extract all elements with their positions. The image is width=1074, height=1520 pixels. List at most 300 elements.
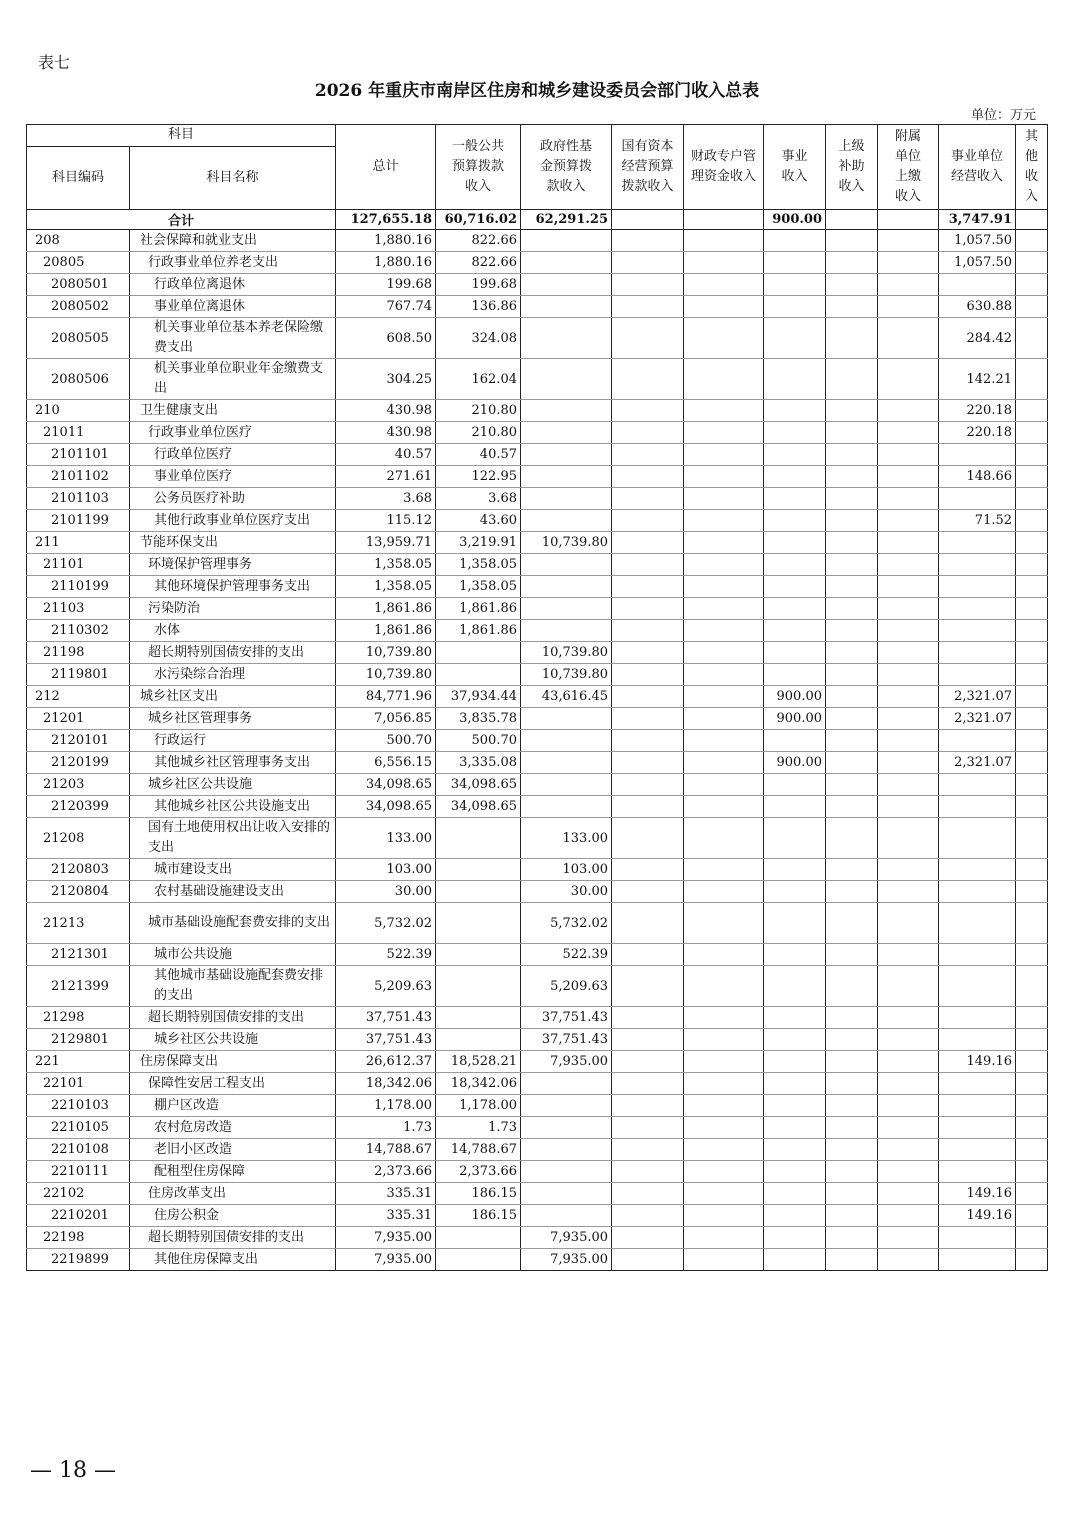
subject-name: 行政运行 <box>130 730 336 752</box>
subject-code: 21298 <box>27 1007 130 1029</box>
cell-affiliated <box>878 796 939 818</box>
table-row <box>27 1139 1048 1161</box>
cell-special-mgmt <box>684 1161 764 1183</box>
table-row <box>27 664 1048 686</box>
cell-other <box>1016 576 1048 598</box>
cell-general: 122.95 <box>436 466 521 488</box>
header-affiliated: 附属单位上缴收入 <box>878 125 939 210</box>
cell-general <box>436 1029 521 1051</box>
cell-general: 1,178.00 <box>436 1095 521 1117</box>
cell-superior <box>826 1117 878 1139</box>
cell-business <box>764 859 826 881</box>
table-body <box>27 210 1048 1271</box>
cell-affiliated <box>878 359 939 400</box>
cell-gov-fund <box>521 296 612 318</box>
cell-gov-fund <box>521 274 612 296</box>
cell-operating <box>939 1029 1016 1051</box>
cell-affiliated <box>878 1183 939 1205</box>
cell-general: 822.66 <box>436 252 521 274</box>
cell-affiliated <box>878 1051 939 1073</box>
cell-affiliated <box>878 554 939 576</box>
cell-business <box>764 642 826 664</box>
cell-business <box>764 444 826 466</box>
subject-name: 配租型住房保障 <box>130 1161 336 1183</box>
cell-state-capital <box>612 466 684 488</box>
cell-total: 767.74 <box>336 296 436 318</box>
subject-name: 城乡社区管理事务 <box>130 708 336 730</box>
cell-total: 335.31 <box>336 1183 436 1205</box>
cell-general: 34,098.65 <box>436 774 521 796</box>
cell-other <box>1016 1183 1048 1205</box>
cell-operating: 142.21 <box>939 359 1016 400</box>
cell-affiliated <box>878 1249 939 1271</box>
cell-affiliated <box>878 642 939 664</box>
subject-name: 保障性安居工程支出 <box>130 1073 336 1095</box>
subject-code: 2080505 <box>27 318 130 359</box>
subject-code: 22101 <box>27 1073 130 1095</box>
cell-gov-fund <box>521 1161 612 1183</box>
cell-gov-fund: 37,751.43 <box>521 1007 612 1029</box>
cell-special-mgmt <box>684 1073 764 1095</box>
cell-affiliated <box>878 1095 939 1117</box>
cell-superior <box>826 686 878 708</box>
cell-gov-fund <box>521 1117 612 1139</box>
subject-code: 2101103 <box>27 488 130 510</box>
cell-total: 3.68 <box>336 488 436 510</box>
cell-state-capital <box>612 1139 684 1161</box>
cell-superior <box>826 1183 878 1205</box>
cell-state-capital <box>612 359 684 400</box>
table-row <box>27 818 1048 859</box>
table-row <box>27 1183 1048 1205</box>
subject-code: 2080501 <box>27 274 130 296</box>
cell-gov-fund <box>521 230 612 252</box>
cell-special-mgmt <box>684 532 764 554</box>
subject-name: 住房公积金 <box>130 1205 336 1227</box>
cell-gov-fund: 133.00 <box>521 818 612 859</box>
cell-general: 210.80 <box>436 400 521 422</box>
cell-superior <box>826 966 878 1007</box>
cell-general: 500.70 <box>436 730 521 752</box>
cell-business <box>764 318 826 359</box>
cell-state-capital <box>612 422 684 444</box>
table-row <box>27 1073 1048 1095</box>
cell-special-mgmt <box>684 1249 764 1271</box>
subject-code: 2210108 <box>27 1139 130 1161</box>
cell-superior <box>826 444 878 466</box>
subject-name: 机关事业单位职业年金缴费支出 <box>130 359 336 400</box>
page-number: — 18 — <box>30 1458 116 1483</box>
cell-operating: 630.88 <box>939 296 1016 318</box>
cell-superior <box>826 318 878 359</box>
cell-superior <box>826 818 878 859</box>
table-row <box>27 1007 1048 1029</box>
total-row <box>27 210 1048 230</box>
cell-affiliated <box>878 444 939 466</box>
cell-total: 13,959.71 <box>336 532 436 554</box>
table-row <box>27 686 1048 708</box>
cell-special-mgmt <box>684 318 764 359</box>
cell-operating: 148.66 <box>939 466 1016 488</box>
cell-affiliated <box>878 708 939 730</box>
cell-total: 430.98 <box>336 422 436 444</box>
cell-general <box>436 859 521 881</box>
cell-special-mgmt <box>684 818 764 859</box>
cell-gov-fund <box>521 796 612 818</box>
cell-gov-fund <box>521 252 612 274</box>
table-row <box>27 444 1048 466</box>
cell-other <box>1016 1117 1048 1139</box>
cell-general: 37,934.44 <box>436 686 521 708</box>
cell-gov-fund <box>521 620 612 642</box>
subject-code: 2110302 <box>27 620 130 642</box>
cell-operating: 2,321.07 <box>939 708 1016 730</box>
cell-state-capital <box>612 1051 684 1073</box>
cell-general: 162.04 <box>436 359 521 400</box>
subject-name: 公务员医疗补助 <box>130 488 336 510</box>
header-subject: 科目 <box>27 125 336 147</box>
table-row <box>27 466 1048 488</box>
table-row <box>27 1205 1048 1227</box>
cell-state-capital <box>612 1007 684 1029</box>
cell-total: 6,556.15 <box>336 752 436 774</box>
cell-total: 430.98 <box>336 400 436 422</box>
cell-special-mgmt <box>684 1183 764 1205</box>
total-general: 60,716.02 <box>436 210 521 230</box>
cell-general <box>436 944 521 966</box>
total-superior <box>826 210 878 230</box>
subject-name: 城市公共设施 <box>130 944 336 966</box>
cell-general <box>436 664 521 686</box>
cell-state-capital <box>612 708 684 730</box>
cell-general <box>436 642 521 664</box>
cell-gov-fund <box>521 510 612 532</box>
cell-other <box>1016 444 1048 466</box>
cell-business <box>764 730 826 752</box>
cell-business <box>764 1227 826 1249</box>
cell-special-mgmt <box>684 620 764 642</box>
cell-affiliated <box>878 400 939 422</box>
cell-superior <box>826 422 878 444</box>
cell-total: 522.39 <box>336 944 436 966</box>
cell-other <box>1016 1249 1048 1271</box>
cell-total: 1,880.16 <box>336 230 436 252</box>
table-row <box>27 1095 1048 1117</box>
cell-state-capital <box>612 881 684 903</box>
cell-other <box>1016 598 1048 620</box>
cell-special-mgmt <box>684 598 764 620</box>
cell-state-capital <box>612 598 684 620</box>
cell-business <box>764 359 826 400</box>
table-row <box>27 642 1048 664</box>
cell-affiliated <box>878 966 939 1007</box>
cell-gov-fund <box>521 1205 612 1227</box>
cell-other <box>1016 296 1048 318</box>
cell-special-mgmt <box>684 881 764 903</box>
cell-operating: 71.52 <box>939 510 1016 532</box>
cell-superior <box>826 642 878 664</box>
cell-special-mgmt <box>684 252 764 274</box>
subject-code: 2219899 <box>27 1249 130 1271</box>
cell-business <box>764 1029 826 1051</box>
cell-superior <box>826 859 878 881</box>
cell-general: 43.60 <box>436 510 521 532</box>
subject-name: 棚户区改造 <box>130 1095 336 1117</box>
cell-operating <box>939 274 1016 296</box>
cell-superior <box>826 488 878 510</box>
table-row <box>27 532 1048 554</box>
table-row <box>27 400 1048 422</box>
cell-general: 324.08 <box>436 318 521 359</box>
cell-superior <box>826 252 878 274</box>
subject-code: 21101 <box>27 554 130 576</box>
cell-superior <box>826 274 878 296</box>
cell-total: 40.57 <box>336 444 436 466</box>
table-row <box>27 510 1048 532</box>
table-row <box>27 620 1048 642</box>
cell-operating <box>939 1227 1016 1249</box>
cell-general: 822.66 <box>436 230 521 252</box>
cell-operating <box>939 859 1016 881</box>
cell-gov-fund <box>521 752 612 774</box>
cell-general: 3.68 <box>436 488 521 510</box>
total-state-capital <box>612 210 684 230</box>
cell-operating <box>939 774 1016 796</box>
table-row <box>27 1117 1048 1139</box>
cell-operating <box>939 1095 1016 1117</box>
cell-operating: 1,057.50 <box>939 252 1016 274</box>
cell-gov-fund <box>521 708 612 730</box>
cell-state-capital <box>612 1227 684 1249</box>
cell-operating: 149.16 <box>939 1051 1016 1073</box>
cell-superior <box>826 359 878 400</box>
cell-superior <box>826 944 878 966</box>
table-row <box>27 252 1048 274</box>
cell-general <box>436 818 521 859</box>
cell-superior <box>826 1007 878 1029</box>
cell-gov-fund <box>521 1139 612 1161</box>
cell-operating: 220.18 <box>939 400 1016 422</box>
cell-affiliated <box>878 1139 939 1161</box>
cell-general: 210.80 <box>436 422 521 444</box>
subject-code: 2120804 <box>27 881 130 903</box>
cell-other <box>1016 881 1048 903</box>
cell-total: 1,861.86 <box>336 598 436 620</box>
table-row <box>27 274 1048 296</box>
cell-operating <box>939 903 1016 944</box>
cell-affiliated <box>878 1161 939 1183</box>
cell-total: 199.68 <box>336 274 436 296</box>
subject-code: 2120399 <box>27 796 130 818</box>
cell-business <box>764 881 826 903</box>
table-row <box>27 359 1048 400</box>
cell-superior <box>826 796 878 818</box>
cell-affiliated <box>878 686 939 708</box>
cell-other <box>1016 708 1048 730</box>
table-row <box>27 230 1048 252</box>
subject-code: 2080502 <box>27 296 130 318</box>
cell-business <box>764 1183 826 1205</box>
cell-total: 5,209.63 <box>336 966 436 1007</box>
cell-state-capital <box>612 966 684 1007</box>
cell-operating: 1,057.50 <box>939 230 1016 252</box>
cell-special-mgmt <box>684 466 764 488</box>
cell-general: 186.15 <box>436 1183 521 1205</box>
cell-state-capital <box>612 642 684 664</box>
cell-special-mgmt <box>684 1205 764 1227</box>
cell-general: 1,358.05 <box>436 554 521 576</box>
cell-superior <box>826 554 878 576</box>
cell-other <box>1016 252 1048 274</box>
cell-superior <box>826 774 878 796</box>
cell-superior <box>826 1029 878 1051</box>
cell-state-capital <box>612 1117 684 1139</box>
cell-superior <box>826 510 878 532</box>
cell-special-mgmt <box>684 708 764 730</box>
cell-special-mgmt <box>684 796 764 818</box>
cell-affiliated <box>878 944 939 966</box>
cell-business <box>764 620 826 642</box>
subject-code: 21208 <box>27 818 130 859</box>
cell-gov-fund <box>521 598 612 620</box>
cell-business <box>764 488 826 510</box>
cell-other <box>1016 859 1048 881</box>
cell-total: 500.70 <box>336 730 436 752</box>
cell-special-mgmt <box>684 1051 764 1073</box>
cell-gov-fund <box>521 1183 612 1205</box>
cell-superior <box>826 1205 878 1227</box>
cell-operating <box>939 730 1016 752</box>
cell-total: 7,056.85 <box>336 708 436 730</box>
cell-operating: 149.16 <box>939 1205 1016 1227</box>
cell-state-capital <box>612 1183 684 1205</box>
cell-total: 103.00 <box>336 859 436 881</box>
header-business: 事业收入 <box>764 125 826 210</box>
table-row <box>27 881 1048 903</box>
cell-total: 26,612.37 <box>336 1051 436 1073</box>
cell-business <box>764 252 826 274</box>
cell-operating <box>939 796 1016 818</box>
header-total: 总计 <box>336 125 436 210</box>
subject-name: 其他城市基础设施配套费安排的支出 <box>130 966 336 1007</box>
cell-affiliated <box>878 576 939 598</box>
cell-state-capital <box>612 620 684 642</box>
cell-other <box>1016 1161 1048 1183</box>
cell-business <box>764 230 826 252</box>
cell-special-mgmt <box>684 576 764 598</box>
cell-affiliated <box>878 274 939 296</box>
cell-operating: 220.18 <box>939 422 1016 444</box>
cell-other <box>1016 796 1048 818</box>
cell-business <box>764 422 826 444</box>
subject-code: 2119801 <box>27 664 130 686</box>
cell-total: 335.31 <box>336 1205 436 1227</box>
cell-gov-fund: 5,209.63 <box>521 966 612 1007</box>
cell-other <box>1016 818 1048 859</box>
cell-operating <box>939 1073 1016 1095</box>
cell-other <box>1016 318 1048 359</box>
cell-state-capital <box>612 400 684 422</box>
cell-superior <box>826 400 878 422</box>
cell-gov-fund: 10,739.80 <box>521 664 612 686</box>
cell-affiliated <box>878 252 939 274</box>
cell-business <box>764 510 826 532</box>
cell-gov-fund <box>521 730 612 752</box>
subject-code: 2210105 <box>27 1117 130 1139</box>
cell-general <box>436 1227 521 1249</box>
cell-business <box>764 532 826 554</box>
cell-operating <box>939 598 1016 620</box>
cell-superior <box>826 466 878 488</box>
cell-superior <box>826 576 878 598</box>
cell-state-capital <box>612 796 684 818</box>
cell-gov-fund <box>521 774 612 796</box>
cell-special-mgmt <box>684 359 764 400</box>
header-other: 其他收入 <box>1016 125 1048 210</box>
cell-state-capital <box>612 444 684 466</box>
cell-special-mgmt <box>684 686 764 708</box>
cell-business: 900.00 <box>764 752 826 774</box>
cell-state-capital <box>612 903 684 944</box>
table-row <box>27 1029 1048 1051</box>
cell-special-mgmt <box>684 1139 764 1161</box>
cell-business <box>764 1095 826 1117</box>
income-summary-table <box>26 124 1048 1271</box>
cell-business <box>764 274 826 296</box>
cell-special-mgmt <box>684 1117 764 1139</box>
total-operating: 3,747.91 <box>939 210 1016 230</box>
cell-operating <box>939 620 1016 642</box>
cell-affiliated <box>878 296 939 318</box>
cell-superior <box>826 903 878 944</box>
cell-superior <box>826 620 878 642</box>
cell-gov-fund <box>521 488 612 510</box>
subject-code: 208 <box>27 230 130 252</box>
cell-operating <box>939 1161 1016 1183</box>
cell-total: 1,880.16 <box>336 252 436 274</box>
cell-business <box>764 1073 826 1095</box>
cell-other <box>1016 1007 1048 1029</box>
cell-state-capital <box>612 1073 684 1095</box>
cell-general: 199.68 <box>436 274 521 296</box>
cell-state-capital <box>612 296 684 318</box>
cell-superior <box>826 1227 878 1249</box>
cell-total: 5,732.02 <box>336 903 436 944</box>
cell-total: 37,751.43 <box>336 1007 436 1029</box>
cell-business <box>764 466 826 488</box>
cell-special-mgmt <box>684 944 764 966</box>
cell-special-mgmt <box>684 966 764 1007</box>
subject-code: 2120101 <box>27 730 130 752</box>
subject-name: 行政事业单位医疗 <box>130 422 336 444</box>
table-row <box>27 903 1048 944</box>
cell-operating <box>939 642 1016 664</box>
header-special-mgmt: 财政专户管理资金收入 <box>684 125 764 210</box>
cell-general: 186.15 <box>436 1205 521 1227</box>
cell-total: 608.50 <box>336 318 436 359</box>
cell-business <box>764 554 826 576</box>
subject-code: 21203 <box>27 774 130 796</box>
cell-general: 2,373.66 <box>436 1161 521 1183</box>
cell-general: 1.73 <box>436 1117 521 1139</box>
cell-other <box>1016 422 1048 444</box>
subject-code: 22102 <box>27 1183 130 1205</box>
subject-name: 超长期特别国债安排的支出 <box>130 642 336 664</box>
cell-other <box>1016 1051 1048 1073</box>
cell-business <box>764 944 826 966</box>
header-superior: 上级补助收入 <box>826 125 878 210</box>
cell-affiliated <box>878 1007 939 1029</box>
